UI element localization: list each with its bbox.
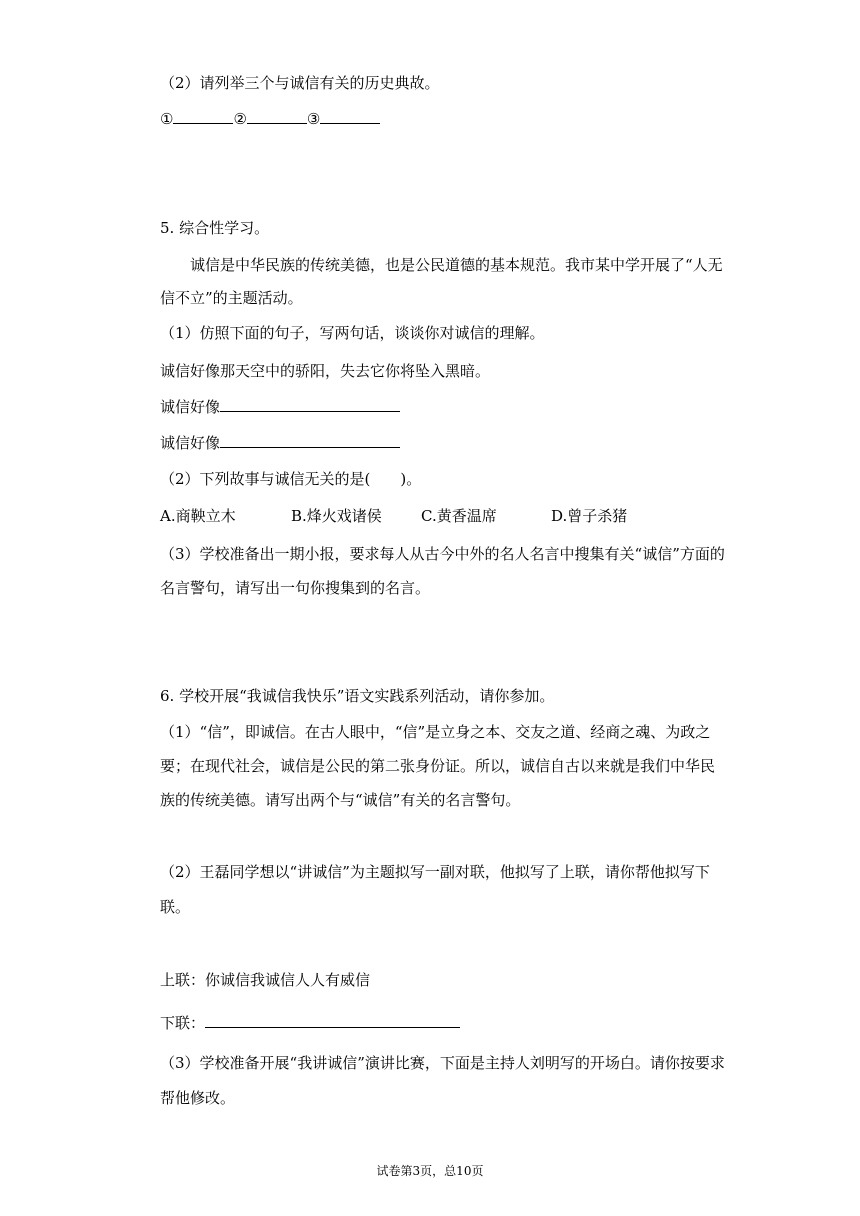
q6-title: 6. 学校开展“我诚信我快乐”语文实践系列活动，请你参加。 <box>160 687 555 705</box>
q6-part2-line1: （2）王磊同学想以“讲诚信”为主题拟写一副对联，他拟写了上联，请你帮他拟写下 <box>160 863 710 881</box>
q5-intro-line1: 诚信是中华民族的传统美德，也是公民道德的基本规范。我市某中学开展了“人无 <box>190 256 723 274</box>
option-a[interactable]: A.商鞅立木 <box>160 507 236 525</box>
option-c[interactable]: C.黄香温席 <box>421 507 497 525</box>
blank-marker-3: ③ <box>306 110 321 128</box>
q6-part2-line2: 联。 <box>160 898 191 916</box>
q5-fill2-blank[interactable] <box>220 433 400 448</box>
q5-part3-line1: （3）学校准备出一期小报，要求每人从古今中外的名人名言中搜集有关“诚信”方面的 <box>160 545 725 563</box>
q6-part3-line1: （3）学校准备开展“我讲诚信”演讲比赛，下面是主持人刘明写的开场白。请你按要求 <box>160 1054 725 1072</box>
q4-part2: （2）请列举三个与诚信有关的历史典故。 <box>160 74 440 92</box>
q5-fill2-label: 诚信好像 <box>160 434 221 452</box>
q6-lower-row <box>160 1013 460 1033</box>
q5-part3-line2: 名言警句，请写出一句你搜集到的名言。 <box>160 579 431 597</box>
blank-marker-1: ① <box>160 110 174 128</box>
q5-title: 5. 综合性学习。 <box>160 219 270 237</box>
q6-lower-blank[interactable] <box>205 1013 460 1028</box>
q5-part1: （1）仿照下面的句子，写两句话，谈谈你对诚信的理解。 <box>160 324 545 342</box>
q6-part3-line2: 帮他修改。 <box>160 1089 236 1107</box>
blank-marker-2: ② <box>233 110 247 128</box>
q6-part1-line2: 要；在现代社会，诚信是公民的第二张身份证。所以，诚信自古以来就是我们中华民 <box>160 757 716 775</box>
q6-upper-couplet: 上联：你诚信我诚信人人有威信 <box>160 971 371 989</box>
answer-blank-2[interactable] <box>247 109 307 124</box>
answer-blank-3[interactable] <box>320 109 380 124</box>
q6-lower-label: 下联： <box>160 1014 206 1032</box>
q5-part2: （2）下列故事与诚信无关的是( )。 <box>160 470 422 488</box>
option-d[interactable]: D.曾子杀猪 <box>551 507 628 525</box>
q4-blanks-row <box>160 109 380 129</box>
answer-blank-1[interactable] <box>173 109 233 124</box>
q6-part1-line1: （1）“信”，即诚信。在古人眼中，“信”是立身之本、交友之道、经商之魂、为政之 <box>160 723 711 741</box>
q5-fill1-label: 诚信好像 <box>160 398 221 416</box>
q5-intro-line2: 信不立”的主题活动。 <box>160 289 303 307</box>
q5-fill-row-2 <box>160 433 400 453</box>
q5-fill1-blank[interactable] <box>220 397 400 412</box>
page-footer: 试卷第3页，总10页 <box>376 1164 484 1178</box>
q6-part1-line3: 族的传统美德。请写出两个与“诚信”有关的名言警句。 <box>160 791 521 809</box>
q5-fill-row-1 <box>160 397 400 417</box>
option-b[interactable]: B.烽火戏诸侯 <box>291 507 382 525</box>
q5-example: 诚信好像那天空中的骄阳，失去它你将坠入黑暗。 <box>160 362 491 380</box>
